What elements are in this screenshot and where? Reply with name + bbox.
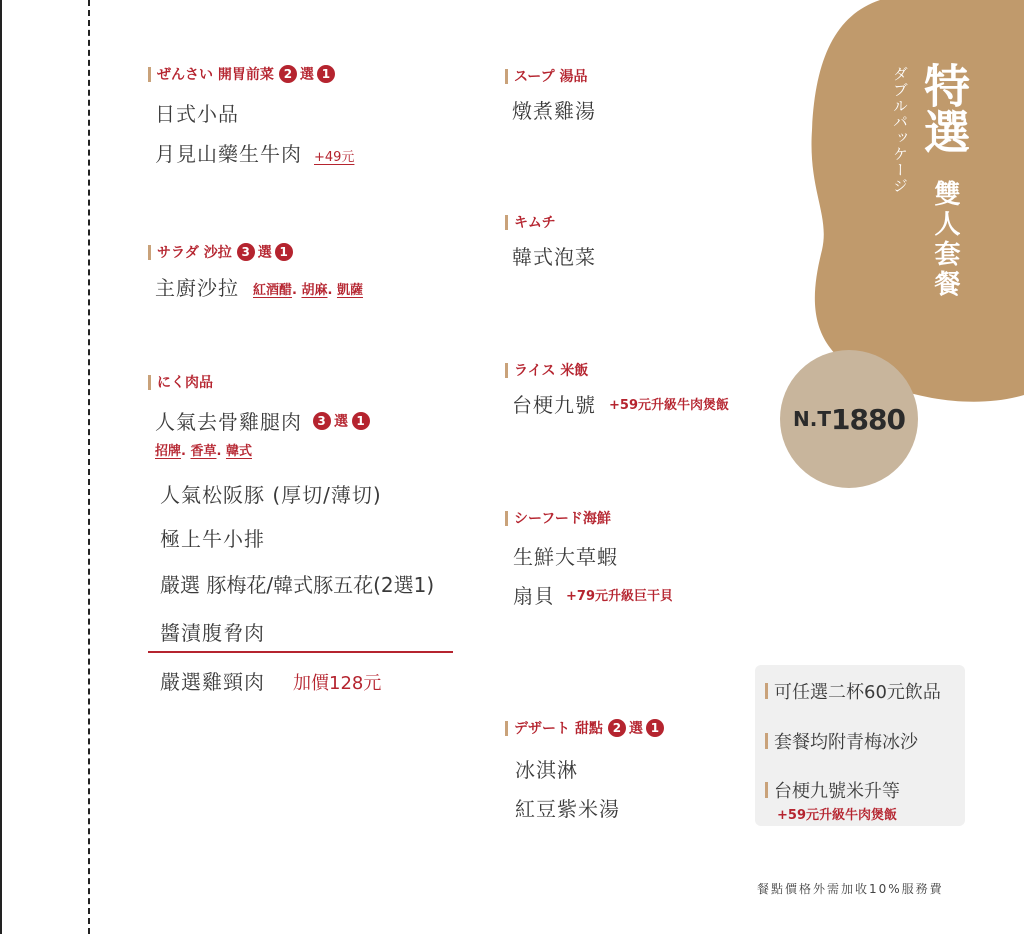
- menu-item: 韓式泡菜: [512, 245, 596, 269]
- menu-item: 人氣去骨雞腿肉: [155, 410, 302, 434]
- service-charge-note: 餐點價格外需加收10%服務費: [757, 882, 944, 896]
- chicken-options: 招牌. 香草. 韓式: [155, 444, 252, 459]
- soup-header: [505, 66, 587, 86]
- addon-price: +59元升級牛肉煲飯: [609, 398, 729, 413]
- header-bar: [505, 215, 508, 230]
- price-amount: 1880: [831, 402, 905, 436]
- price-prefix: N.T: [793, 407, 832, 431]
- rice-title: ライス 米飯: [514, 363, 589, 379]
- meat-title: にく肉品: [157, 375, 213, 391]
- menu-item: 嚴選雞頸肉: [160, 670, 265, 694]
- pick-word: 選: [299, 67, 314, 83]
- menu-item: 冰淇淋: [515, 758, 578, 782]
- pick-count-badge: 3: [237, 243, 255, 261]
- info-text: 可任選二杯60元飲品: [774, 682, 941, 703]
- kimchi-header: [505, 212, 556, 232]
- option-label: 胡麻: [301, 283, 328, 298]
- brand-subtitle: 雙人套餐: [930, 180, 960, 300]
- menu-item: 台梗九號: [512, 393, 596, 417]
- info-bar: [765, 683, 768, 699]
- menu-item: 扇貝: [513, 584, 555, 608]
- info-line: [765, 728, 918, 754]
- header-bar: [505, 69, 508, 84]
- seafood-title: シーフード海鮮: [514, 511, 611, 527]
- pick-word: 選: [334, 413, 349, 430]
- menu-item: 日式小品: [155, 102, 239, 126]
- chicken-row: [155, 406, 373, 435]
- soup-title: スープ 湯品: [514, 69, 588, 85]
- header-bar: [505, 511, 508, 526]
- option-label: 招牌: [155, 444, 182, 459]
- info-line: [765, 678, 941, 704]
- header-bar: [148, 245, 151, 260]
- option-label: 韓式: [225, 444, 252, 459]
- salad-options: 紅酒醋. 胡麻. 凱薩: [253, 283, 363, 298]
- dessert-header: [505, 718, 667, 738]
- price-badge: [780, 350, 918, 488]
- header-bar: [505, 363, 508, 378]
- addon-price: +49元: [314, 150, 355, 165]
- rice-header: [505, 360, 588, 380]
- menu-item: 月見山藥生牛肉: [155, 142, 302, 166]
- pick-count-badge: 1: [275, 243, 293, 261]
- menu-item: 生鮮大草蝦: [513, 545, 618, 569]
- pick-count-badge: 2: [608, 719, 626, 737]
- info-line: [765, 777, 900, 803]
- pick-word: 選: [628, 721, 643, 737]
- salad-title: サラダ 沙拉: [157, 245, 232, 261]
- header-bar: [148, 375, 151, 390]
- info-text: 台梗九號米升等: [774, 781, 900, 802]
- chicken-pick: [310, 411, 373, 431]
- appetizer-title: ぜんさい 開胃前菜: [157, 67, 274, 83]
- info-text: 套餐均附青梅冰沙: [774, 732, 918, 753]
- dessert-title: デザート 甜點: [514, 721, 603, 737]
- menu-item: 極上牛小排: [160, 527, 265, 551]
- info-bar: [765, 733, 768, 749]
- brand-katakana: ダブルパッケージ: [891, 66, 909, 194]
- brand-title: 特選: [917, 62, 971, 154]
- salad-header: [148, 242, 296, 262]
- kimchi-title: キムチ: [514, 215, 556, 231]
- pick-count-badge: 1: [352, 412, 370, 430]
- appetizer-header: [148, 64, 338, 84]
- pick-count-badge: 2: [279, 65, 297, 83]
- pick-count-badge: 3: [313, 412, 331, 430]
- option-label: 凱薩: [336, 283, 363, 298]
- pick-count-badge: 1: [646, 719, 664, 737]
- addon-price: +79元升級巨干貝: [566, 589, 673, 604]
- option-label: 香草: [190, 444, 217, 459]
- divider-line: [148, 651, 453, 653]
- menu-item: 醬漬腹脅肉: [160, 621, 265, 645]
- pick-word: 選: [257, 245, 272, 261]
- menu-item: 主廚沙拉: [155, 276, 239, 300]
- header-bar: [505, 721, 508, 736]
- menu-item: 紅豆紫米湯: [515, 797, 620, 821]
- meat-header: [148, 372, 213, 392]
- extra-price: 加價128元: [293, 673, 382, 694]
- menu-item: 燉煮雞湯: [512, 99, 596, 123]
- option-label: 紅酒醋: [253, 283, 293, 298]
- pick-count-badge: 1: [317, 65, 335, 83]
- info-note: +59元升級牛肉煲飯: [777, 808, 897, 823]
- header-bar: [148, 67, 151, 82]
- menu-item: 人氣松阪豚 (厚切/薄切): [160, 483, 382, 507]
- menu-item: 嚴選 豚梅花/韓式豚五花(2選1): [160, 573, 435, 597]
- info-bar: [765, 782, 768, 798]
- seafood-header: [505, 508, 611, 528]
